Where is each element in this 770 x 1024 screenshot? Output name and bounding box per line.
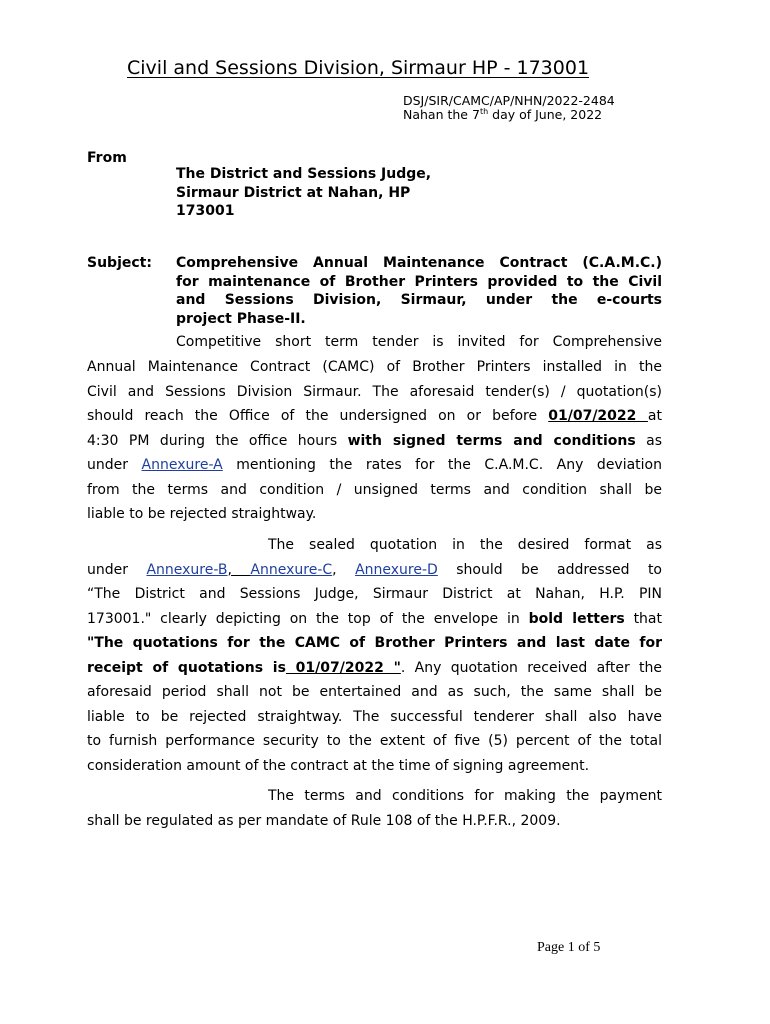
- para1-line-6: under Annexure-A mentioning the rates for the C.A.M.C. Any deviation: [87, 457, 663, 473]
- para1-line-1: Competitive short term tender is invited for Comprehensive: [176, 334, 662, 350]
- para2-line-2: under Annexure-B, Annexure-C, Annexure-D should be addressed to: [87, 562, 662, 578]
- para2-line-3: “The District and Sessions Judge, Sirmaur District at Nahan, H.P. PIN: [87, 586, 662, 602]
- annexure-b-link[interactable]: Annexure-B: [146, 562, 228, 578]
- sender-line-1: The District and Sessions Judge,: [176, 166, 432, 182]
- subject-line-4: project Phase-II.: [176, 311, 306, 327]
- para1-line-8: liable to be rejected straightway.: [87, 506, 317, 522]
- annexure-d-link[interactable]: Annexure-D: [355, 562, 438, 578]
- annexure-a-link[interactable]: Annexure-A: [141, 457, 223, 473]
- para2-line-7: aforesaid period shall not be entertained and as such, the same shall be: [87, 684, 662, 700]
- para3-line-2: shall be regulated as per mandate of Rule 108 of the H.P.F.R., 2009.: [87, 813, 561, 829]
- para3-line-1: The terms and conditions for making the payment: [268, 788, 662, 804]
- subject-label: Subject:: [87, 255, 152, 271]
- para1-line-3: Civil and Sessions Division Sirmaur. The aforesaid tender(s) / quotation(s): [87, 384, 662, 400]
- para2-line-1: The sealed quotation in the desired format as: [268, 537, 662, 553]
- para2-line-9: to furnish performance security to the extent of five (5) percent of the total: [87, 733, 662, 749]
- from-label: From: [87, 150, 127, 166]
- para1-line-5: 4:30 PM during the office hours with signed terms and conditions as: [87, 433, 662, 449]
- para2-line-8: liable to be rejected straightway. The successful tenderer shall also have: [87, 709, 662, 725]
- para1-line-7: from the terms and condition / unsigned terms and condition shall be: [87, 482, 662, 498]
- para2-line-5: "The quotations for the CAMC of Brother Printers and last date for: [87, 635, 662, 651]
- letter-date: Nahan the 7th day of June, 2022: [403, 107, 603, 122]
- para2-line-10: consideration amount of the contract at the time of signing agreement.: [87, 758, 590, 774]
- page-number: Page 1 of 5: [537, 940, 601, 955]
- para1-line-2: Annual Maintenance Contract (CAMC) of Brother Printers installed in the: [87, 359, 662, 375]
- sender-line-2: Sirmaur District at Nahan, HP: [176, 185, 411, 201]
- annexure-c-link[interactable]: Annexure-C: [250, 562, 333, 578]
- reference-number: DSJ/SIR/CAMC/AP/NHN/2022-2484: [403, 93, 615, 108]
- subject-line-3: and Sessions Division, Sirmaur, under the e-courts: [176, 292, 662, 308]
- subject-line-1: Comprehensive Annual Maintenance Contract (C.A.M.C.): [176, 255, 662, 271]
- sender-line-3: 173001: [176, 203, 235, 219]
- para1-line-4: should reach the Office of the undersigned on or before 01/07/2022 at: [87, 408, 662, 424]
- receipt-deadline-date: 01/07/2022 ": [285, 660, 401, 676]
- para2-line-6: receipt of quotations is 01/07/2022 ". Any quotation received after the: [87, 660, 663, 676]
- deadline-date: 01/07/2022: [548, 408, 648, 424]
- subject-line-2: for maintenance of Brother Printers provided to the Civil: [176, 274, 662, 290]
- para2-line-4: 173001." clearly depicting on the top of the envelope in bold letters that: [87, 611, 662, 627]
- document-title: Civil and Sessions Division, Sirmaur HP - 173001: [127, 57, 590, 79]
